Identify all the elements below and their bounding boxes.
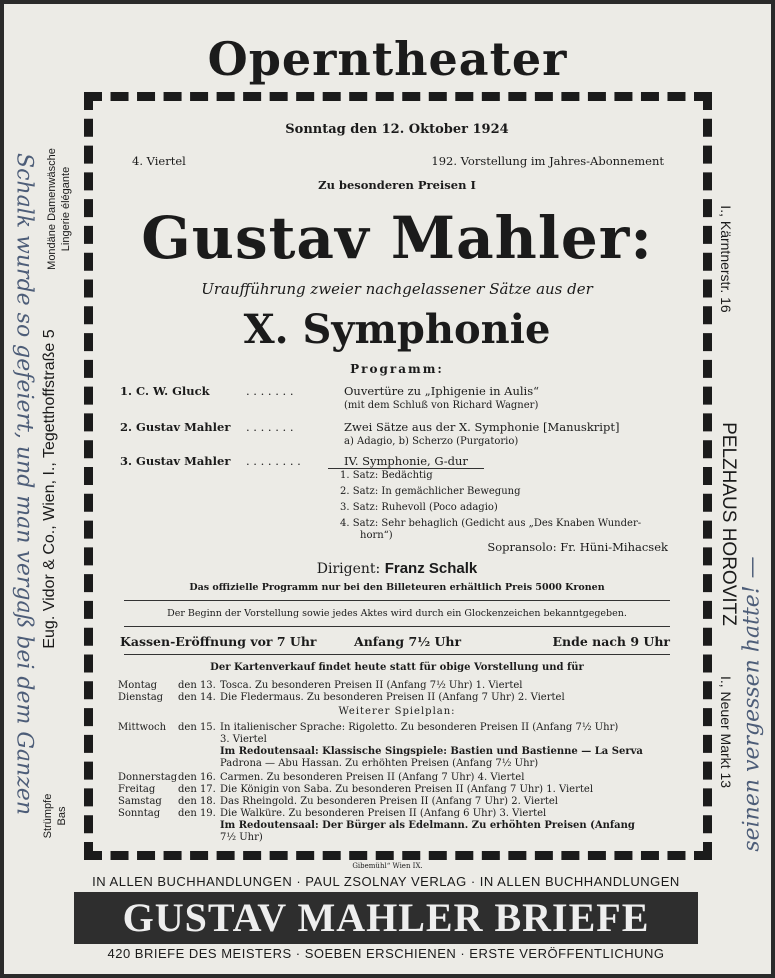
schedule-text: Im Redoutensaal: Klassische Singspiele: Bastien und Bastienne — La Serva <box>220 746 643 757</box>
schedule-day: Freitag <box>118 784 156 795</box>
vorstellung: 192. Vorstellung im Jahres-Abonnement <box>431 154 664 168</box>
ende-time: Ende nach 9 Uhr <box>552 634 670 649</box>
movement-3: 3. Satz: Ruhevoll (Poco adagio) <box>340 502 498 513</box>
dirigent-line <box>100 560 694 577</box>
theater-title: Operntheater <box>207 32 568 86</box>
program-work-2: Zwei Sätze aus der X. Symphonie [Manuskript] <box>344 420 620 434</box>
weiterer-spielplan: Weiterer Spielplan: <box>338 706 456 717</box>
program-composer-1: 1. C. W. Gluck <box>120 384 210 398</box>
vidor-ad-bottom-2: Bas <box>56 806 68 826</box>
program-note-1: (mit dem Schluß von Richard Wagner) <box>344 400 539 411</box>
schedule-text: In italienischer Sprache: Rigoletto. Zu besonderen Preisen II (Anfang 7½ Uhr) <box>220 722 619 733</box>
beginn-note: Der Beginn der Vorstellung sowie jedes Aktes wird durch ein Glockenzeichen bekanntgegeben. <box>167 608 627 619</box>
horovitz-name: PELZHAUS HOROVITZ <box>718 422 739 626</box>
symphonie-heading: X. Symphonie <box>243 306 551 353</box>
schedule-date: den 18. <box>178 796 216 807</box>
schedule-day: Samstag <box>118 796 162 807</box>
viertel: 4. Viertel <box>132 154 186 168</box>
printer-credit: Gibemühl“ Wien IX. <box>352 862 423 870</box>
schedule-text: Die Königin von Saba. Zu besonderen Preisen II (Anfang 7 Uhr) 1. Viertel <box>220 784 594 795</box>
schedule-date: den 15. <box>178 722 216 733</box>
schedule-day: Sonntag <box>118 808 161 819</box>
vidor-ad-main: Eug. Vidor & Co., Wien, I., Tegetthoffstraße 5 <box>41 329 58 649</box>
schedule-day: Donnerstag <box>118 772 178 783</box>
program-composer-2: 2. Gustav Mahler <box>120 420 231 434</box>
playbill-sheet <box>4 4 771 974</box>
composer-heading: Gustav Mahler: <box>141 204 653 272</box>
schedule-date: den 13. <box>178 680 216 691</box>
schedule-text: Die Walküre. Zu besonderen Preisen II (Anfang 6 Uhr) 3. Viertel <box>220 808 547 819</box>
handwriting-right: seinen vergessen hatte! — <box>739 556 765 852</box>
anfang-time: Anfang 7½ Uhr <box>354 634 462 649</box>
movement-4: 4. Satz: Sehr behaglich (Gedicht aus „Des Knaben Wunder- <box>340 518 642 529</box>
horovitz-address-1: I., Kärntnerstr. 16 <box>718 205 734 313</box>
schedule-text: Carmen. Zu besonderen Preisen II (Anfang 7 Uhr) 4. Viertel <box>220 772 525 783</box>
divider-3 <box>124 654 670 655</box>
schedule-text: Die Fledermaus. Zu besonderen Preisen II (Anfang 7 Uhr) 2. Viertel <box>220 692 565 703</box>
briefe-banner: GUSTAV MAHLER BRIEFE <box>74 892 698 944</box>
schedule-text: 3. Viertel <box>220 734 267 745</box>
program-dots-1: . . . . . . . <box>246 384 294 398</box>
playbill-body <box>100 116 694 846</box>
kartenverkauf: Der Kartenverkauf findet heute statt für obige Vorstellung und für <box>210 662 584 673</box>
programm-heading: Programm: <box>350 362 444 376</box>
vidor-ad-top-2: Lingerie élégante <box>60 166 72 252</box>
schedule-day: Mittwoch <box>118 722 167 733</box>
program-work-1: Ouvertüre zu „Iphigenie in Aulis“ <box>344 384 539 398</box>
vidor-ad-top-1: Mondäne Damenwäsche <box>46 148 58 270</box>
footer-bottom-line: 420 BRIEFE DES MEISTERS · SOEBEN ERSCHIENEN · ERSTE VERÖFFENTLICHUNG <box>107 946 665 961</box>
schedule-date: den 17. <box>178 784 216 795</box>
date-line: Sonntag den 12. Oktober 1924 <box>285 122 509 137</box>
schedule-date: den 19. <box>178 808 216 819</box>
horovitz-address-2: I., Neuer Markt 13 <box>718 675 734 789</box>
subtitle: Uraufführung zweier nachgelassener Sätze aus der <box>201 280 593 298</box>
schedule-text: Das Rheingold. Zu besonderen Preisen II (Anfang 7 Uhr) 2. Viertel <box>220 796 558 807</box>
program-work-3: IV. Symphonie, G-dur <box>344 454 468 468</box>
work-underline <box>328 468 484 469</box>
sopransolo: Sopransolo: Fr. Hüni-Mihacsek <box>487 540 668 554</box>
program-note-2: a) Adagio, b) Scherzo (Purgatorio) <box>344 436 519 447</box>
schedule-date: den 16. <box>178 772 216 783</box>
schedule-day: Dienstag <box>118 692 164 703</box>
schedule-text: 7½ Uhr) <box>220 832 263 843</box>
footer-top-line: IN ALLEN BUCHHANDLUNGEN · PAUL ZSOLNAY VERLAG · IN ALLEN BUCHHANDLUNGEN <box>92 874 680 889</box>
handwriting-left: Schalk wurde so gefeiert, und man vergaß bei dem Ganzen <box>11 153 37 815</box>
program-dots-3: . . . . . . . . <box>246 454 301 468</box>
dirigent-label: Dirigent: <box>316 561 381 577</box>
kassen-oeffnung: Kassen-Eröffnung vor 7 Uhr <box>120 634 317 649</box>
movement-1: 1. Satz: Bedächtig <box>340 470 433 481</box>
schedule-text: Im Redoutensaal: Der Bürger als Edelmann. Zu erhöhten Preisen (Anfang <box>220 820 635 831</box>
movement-4-cont: horn“) <box>360 530 393 541</box>
preise: Zu besonderen Preisen I <box>318 178 476 192</box>
divider-1 <box>124 600 670 601</box>
schedule-text: Tosca. Zu besonderen Preisen II (Anfang 7½ Uhr) 1. Viertel <box>220 680 523 691</box>
schedule-date: den 14. <box>178 692 216 703</box>
program-composer-3: 3. Gustav Mahler <box>120 454 231 468</box>
program-dots-2: . . . . . . . <box>246 420 294 434</box>
vidor-ad-bottom-1: Strümpfe <box>42 793 54 839</box>
divider-2 <box>124 626 670 627</box>
schedule-text: Padrona — Abu Hassan. Zu erhöhten Preisen (Anfang 7½ Uhr) <box>220 758 539 769</box>
programm-preis: Das offizielle Programm nur bei den Billeteuren erhältlich Preis 5000 Kronen <box>189 582 605 593</box>
movement-2: 2. Satz: In gemächlicher Bewegung <box>340 486 521 497</box>
schedule-day: Montag <box>118 680 158 691</box>
dirigent-name: Franz Schalk <box>384 560 478 577</box>
